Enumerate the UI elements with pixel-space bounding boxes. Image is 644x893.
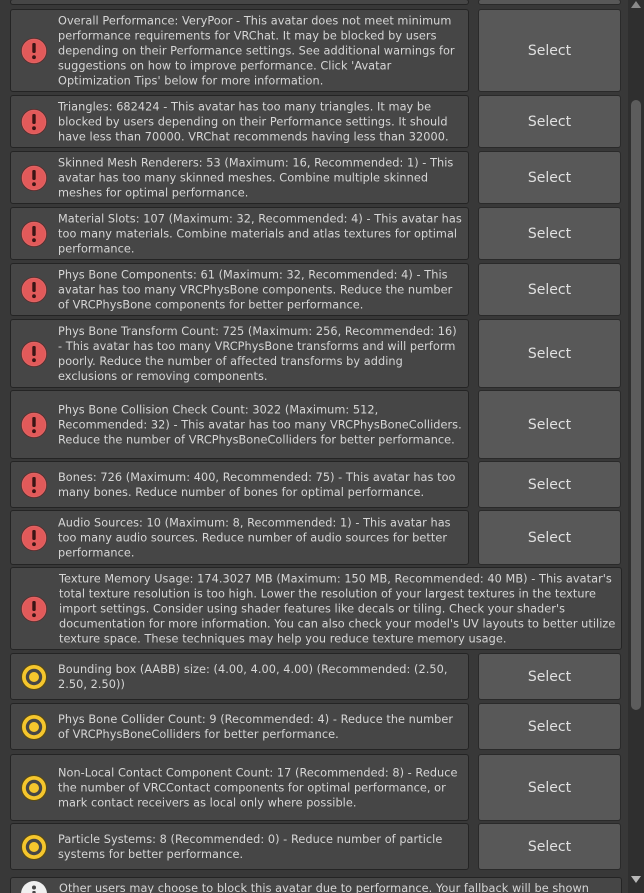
- message-text: Phys Bone Transform Count: 725 (Maximum: 256, Recommended: 16) - This avatar has too many VRCPhysBone transforms and will perform poorly. Reduce the number of affected transforms by adding exclusions or removing components.: [58, 324, 457, 383]
- error-icon: [19, 275, 49, 305]
- warning-message-box: [10, 703, 469, 750]
- error-message-box: [10, 319, 469, 388]
- select-button[interactable]: Select: [478, 703, 621, 750]
- message-row: [10, 151, 621, 204]
- message-text: Bounding box (AABB) size: (4.00, 4.00, 4.00) (Recommended: (2.50, 2.50, 2.50)): [58, 662, 448, 691]
- warning-icon: [19, 773, 49, 803]
- message-text: Texture Memory Usage: 174.3027 MB (Maximum: 150 MB, Recommended: 40 MB) - This avatar's total texture resolution is too high. Lower the resolution of your largest textures in the texture import settings. Consider using shader features like decals or tiling. Check your shader's documentation for more information. You can also check your model's UV layouts to better utilize texture space. These techniques may help you reduce texture memory usage.: [59, 572, 616, 645]
- message-row: [10, 877, 621, 893]
- message-text: Triangles: 682424 - This avatar has too many triangles. It may be blocked by users depending on their Performance settings. It should have less than 70000. VRChat recommends having less than 32000.: [58, 100, 449, 143]
- error-message-box: [10, 390, 469, 459]
- error-icon: [19, 470, 49, 500]
- message-text: Particle Systems: 8 (Recommended: 0) - Reduce number of particle systems for better performance.: [58, 832, 443, 861]
- message-row: [10, 510, 621, 565]
- message-row: [10, 319, 621, 388]
- warning-icon: [19, 712, 49, 742]
- error-message-box: [10, 510, 469, 565]
- error-message-box: [10, 207, 469, 260]
- error-icon: [19, 163, 49, 193]
- error-message-box: [10, 95, 469, 148]
- partial-row: [10, 0, 621, 5]
- select-button[interactable]: Select: [478, 319, 621, 388]
- error-icon: [19, 36, 49, 66]
- message-text: Phys Bone Collider Count: 9 (Recommended: 4) - Reduce the number of VRCPhysBoneColliders for better performance.: [58, 712, 454, 741]
- select-button[interactable]: [478, 0, 621, 5]
- message-row: [10, 754, 621, 821]
- message-text: Skinned Mesh Renderers: 53 (Maximum: 16, Recommended: 1) - This avatar has too many skinned meshes. Combine multiple skinned meshes for optimal performance.: [58, 156, 454, 199]
- scroll-down-arrow-icon[interactable]: [631, 876, 641, 883]
- select-button[interactable]: Select: [478, 510, 621, 565]
- message-box: [10, 0, 469, 5]
- warning-message-box: [10, 653, 469, 700]
- error-message-box: [10, 567, 622, 650]
- message-row: [10, 653, 621, 700]
- message-row: [10, 390, 621, 459]
- message-text: Material Slots: 107 (Maximum: 32, Recommended: 4) - This avatar has too many materials. Combine materials and atlas textures for optimal performance.: [58, 212, 462, 255]
- warning-icon: [19, 662, 49, 692]
- message-text: Non-Local Contact Component Count: 17 (Recommended: 8) - Reduce the number of VRCContact components for optimal performance, or mark contact receivers as local only where possible.: [58, 766, 458, 809]
- warning-message-box: [10, 823, 469, 870]
- error-icon: [19, 410, 49, 440]
- select-button[interactable]: Select: [478, 461, 621, 508]
- info-icon: [19, 879, 49, 893]
- select-button[interactable]: Select: [478, 823, 621, 870]
- message-row: [10, 207, 621, 260]
- message-row: [10, 95, 621, 148]
- select-button[interactable]: Select: [478, 653, 621, 700]
- scrollbar-thumb[interactable]: [631, 100, 641, 710]
- select-button[interactable]: Select: [478, 9, 621, 92]
- vertical-scrollbar[interactable]: [628, 0, 644, 893]
- error-message-box: [10, 9, 469, 92]
- select-button[interactable]: Select: [478, 263, 621, 316]
- error-message-box: [10, 263, 469, 316]
- select-button[interactable]: Select: [478, 151, 621, 204]
- warning-icon: [19, 832, 49, 862]
- error-message-box: [10, 461, 469, 508]
- message-text: Audio Sources: 10 (Maximum: 8, Recommended: 1) - This avatar has too many audio sources. Reduce number of audio sources for better performance.: [58, 516, 451, 559]
- warning-message-box: [10, 754, 469, 821]
- info-message-box: [10, 877, 622, 893]
- message-row: [10, 703, 621, 750]
- select-button[interactable]: Select: [478, 754, 621, 821]
- message-row: [10, 263, 621, 316]
- message-text: Bones: 726 (Maximum: 400, Recommended: 75) - This avatar has too many bones. Reduce number of bones for optimal performance.: [58, 470, 456, 499]
- select-button[interactable]: Select: [478, 95, 621, 148]
- scroll-up-arrow-icon[interactable]: [631, 1, 641, 8]
- message-text: Overall Performance: VeryPoor - This avatar does not meet minimum performance requirements for VRChat. It may be blocked by users depending on their Performance settings. See additional warnings for suggestions on how to improve performance. Click 'Avatar Optimization Tips' below for more information.: [58, 14, 455, 87]
- message-row: [10, 9, 621, 92]
- error-message-box: [10, 151, 469, 204]
- error-icon: [19, 339, 49, 369]
- select-button[interactable]: Select: [478, 207, 621, 260]
- message-row: [10, 823, 621, 870]
- message-text: Phys Bone Collision Check Count: 3022 (Maximum: 512, Recommended: 32) - This avatar has too many VRCPhysBoneColliders. Reduce the number of VRCPhysBoneColliders for better performance.: [58, 403, 462, 446]
- message-row: [10, 461, 621, 508]
- error-icon: [19, 523, 49, 553]
- error-icon: [19, 594, 49, 624]
- message-row: [10, 567, 621, 650]
- select-button[interactable]: Select: [478, 390, 621, 459]
- error-icon: [19, 219, 49, 249]
- error-icon: [19, 107, 49, 137]
- message-text: Phys Bone Components: 61 (Maximum: 32, Recommended: 4) - This avatar has too many VRCPhysBone components. Reduce the number of VRCPhysBone components for better performance.: [58, 268, 453, 311]
- message-text: Other users may choose to block this avatar due to performance. Your fallback will be shown: [59, 882, 589, 893]
